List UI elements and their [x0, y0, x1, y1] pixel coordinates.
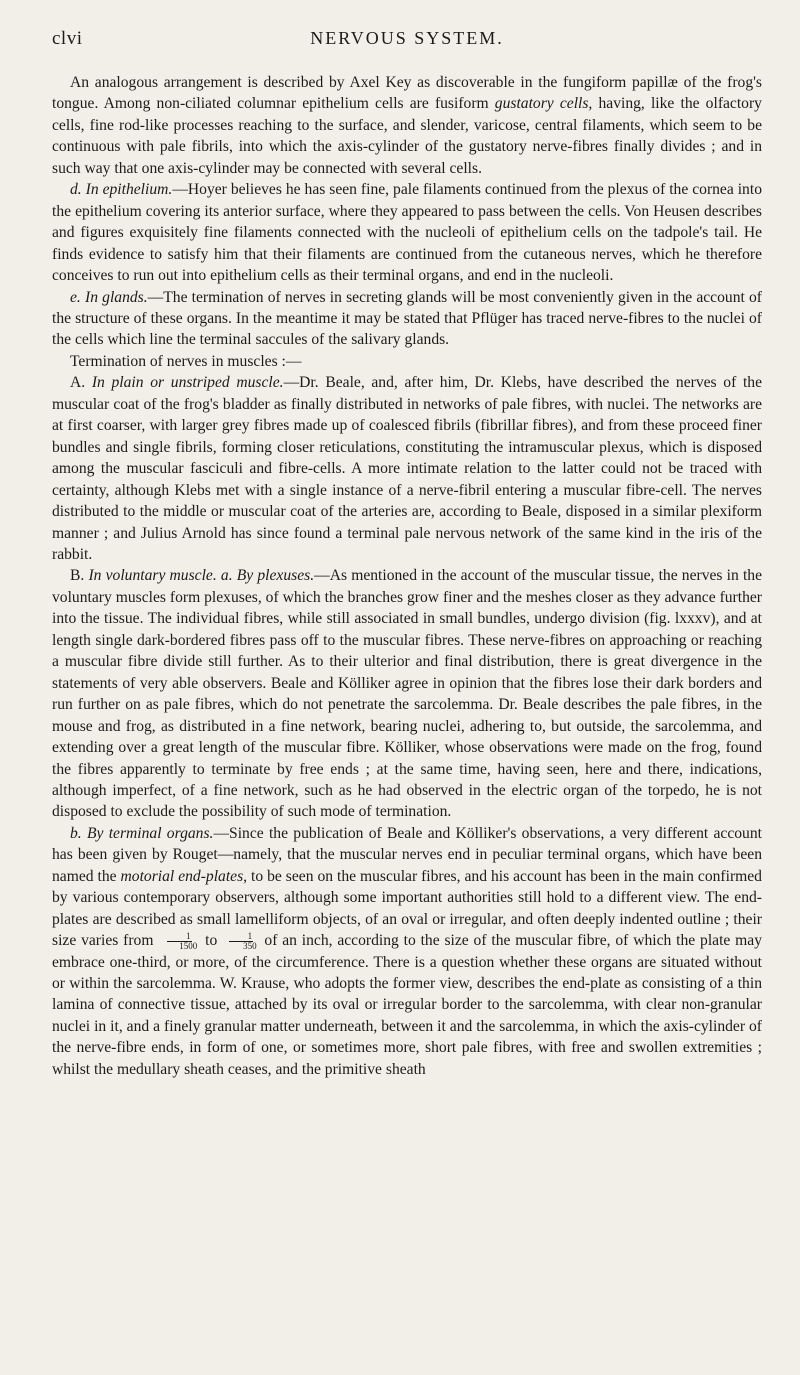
paragraph [52, 823, 762, 1080]
italic-text: motorial end-plates, [120, 867, 248, 885]
body-text [52, 72, 762, 1080]
text-run: An analogous arrangement is described by Axel Key as discoverable in the fungiform papillæ of the frog's tongue. Among non-ciliated columnar epithelium cells are fusiform [52, 74, 762, 113]
italic-text: b. By terminal organs. [70, 824, 214, 842]
fraction-denominator: 1500 [179, 941, 198, 952]
text-run: —As mentioned in the account of the muscular tissue, the nerves in the voluntary muscles form plexuses, of which the branches grow finer and the meshes closer as they advance further into the tissue. The individual fibres, while still associated in small bundles, undergo division (fig. lxxxv), and at length single dark-bordered fibres pass off to the muscular fibres. These nerve-fibres on approaching or reaching a muscular fibre divide still further. As to their ulterior and final distribution, there is great divergence in the statements of very able observers. Beale and Kölliker agree in opinion that the fibres lose their dark borders and run further on as pale fibres, which do not penetrate the sarcolemma. Dr. Beale describes the pale fibres, in the mouse and frog, as distributed in a fine network, bearing nuclei, adhering to, but outside, the sarcolemma, and extending over a great length of the muscular fibre. Kölliker, whose observations were made on the frog, found the fibres apparently to terminate by free ends ; at the same time, having seen, here and there, indications, although imperfect, of a fine network, such as he had observed in the electric organ of the torpedo, he is not disposed to exclude the possibility of such mode of termination. [52, 567, 763, 821]
page-header [52, 28, 762, 62]
text-run: —The termination of nerves in secreting glands will be most conveniently given in the account of the structure of these organs. In the meantime it may be stated that Pflüger has traced nerve-fibres to the nuclei of the cells which line the terminal saccules of the salivary glands. [52, 288, 762, 349]
italic-text: gustatory cells, [494, 95, 593, 113]
text-run: B. [70, 567, 89, 585]
paragraph [52, 565, 762, 822]
text-run: —Dr. Beale, and, after him, Dr. Klebs, have described the nerves of the muscular coat of the frog's bladder as finally distributed in networks of pale fibres, with nuclei. The networks are at first coarser, with larger grey fibres made up of coalesced fibrils (fibrillar fibres), and from these proceed finer bundles and single fibrils, forming closer reticulations, constituting the intramuscular plexus, which is disposed among the muscular fasciculi and fibre-cells. A more intimate relation to the latter could not be traced with certainty, although Klebs met with a single instance of a nerve-fibril entering a muscular fibre-cell. The nerves distributed to the middle or muscular coat of the arteries are, according to Beale, disposed in a similar plexiform manner ; and Julius Arnold has since found a terminal pale nervous network of the same kind in the iris of the rabbit. [52, 374, 762, 563]
text-run: A. [70, 374, 92, 392]
text-run: —Hoyer believes he has seen fine, pale filaments continued from the plexus of the cornea into the epithelium covering its anterior surface, where they appeared to pass between the cells. Von Heusen describes and figures exquisitely fine filaments connected with the nucleoli of epithelium cells on the tadpole's tail. He finds evidence to satisfy him that their filaments are continued from the cutaneous nerves, which he therefore conceives to run out into epithelium cells as their terminal organs, and end in the nucleoli. [52, 181, 762, 285]
paragraph [52, 372, 762, 565]
fraction [224, 932, 258, 951]
italic-text: e. In glands. [70, 288, 148, 306]
fraction-numerator: 1 [167, 932, 192, 942]
paragraph [52, 179, 762, 286]
text-run: of an inch, according to the size of the muscular fibre, of which the plate may embrace one-third, or more, of the circumference. There is a question whether these organs are situated without or within the sarcolemma. W. Krause, who adopts the former view, describes the end-plate as consisting of a thin lamina of connective tissue, attached by its oval or irregular border to the sarcolemma, with clear non-granular nuclei in it, and a finely granular matter underneath, between it and the sarcolemma, in which the axis-cylinder of the nerve-fibre ends, in form of one, or sometimes more, short pale fibres, with free and swollen extremities ; whilst the medullary sheath ceases, and the primitive sheath [52, 932, 762, 1078]
italic-text: In plain or unstriped muscle. [91, 374, 284, 392]
running-head: NERVOUS SYSTEM. [310, 28, 504, 48]
page-number: clvi [52, 28, 83, 49]
fraction-numerator: 1 [229, 932, 254, 942]
paragraph [52, 72, 762, 179]
paragraph [52, 287, 762, 351]
fraction [160, 932, 198, 951]
italic-text: In voluntary muscle. a. By plexuses. [88, 567, 315, 585]
text-run: Termination of nerves in muscles :— [70, 352, 302, 370]
italic-text: d. In epithelium. [70, 181, 173, 199]
text-run: to [200, 932, 223, 950]
paragraph [52, 351, 762, 372]
text-run: —Since the publication of Beale and Kölliker's observations, a very different account has been given by Rouget—namely, that the muscular nerves end in peculiar terminal organs, which have been named the [52, 824, 762, 885]
text-run: having, like the olfactory cells, fine rod-like processes reaching to the surface, and slender, varicose, central filaments, which seem to be continuous with pale fibrils, into which the axis-cylinder of the gustatory nerve-fibres finally divides ; and in such way that one axis-cylinder may be connected with several cells. [52, 95, 762, 177]
fraction-denominator: 350 [243, 941, 257, 952]
text-run: to be seen on the muscular fibres, and his account has been in the main confirmed by various contemporary observers, although some important authorities still hold to a different view. The end-plates are described as small lamelliform objects, of an oval or irregular, and often deeply indented outline ; their size varies from [52, 867, 762, 950]
